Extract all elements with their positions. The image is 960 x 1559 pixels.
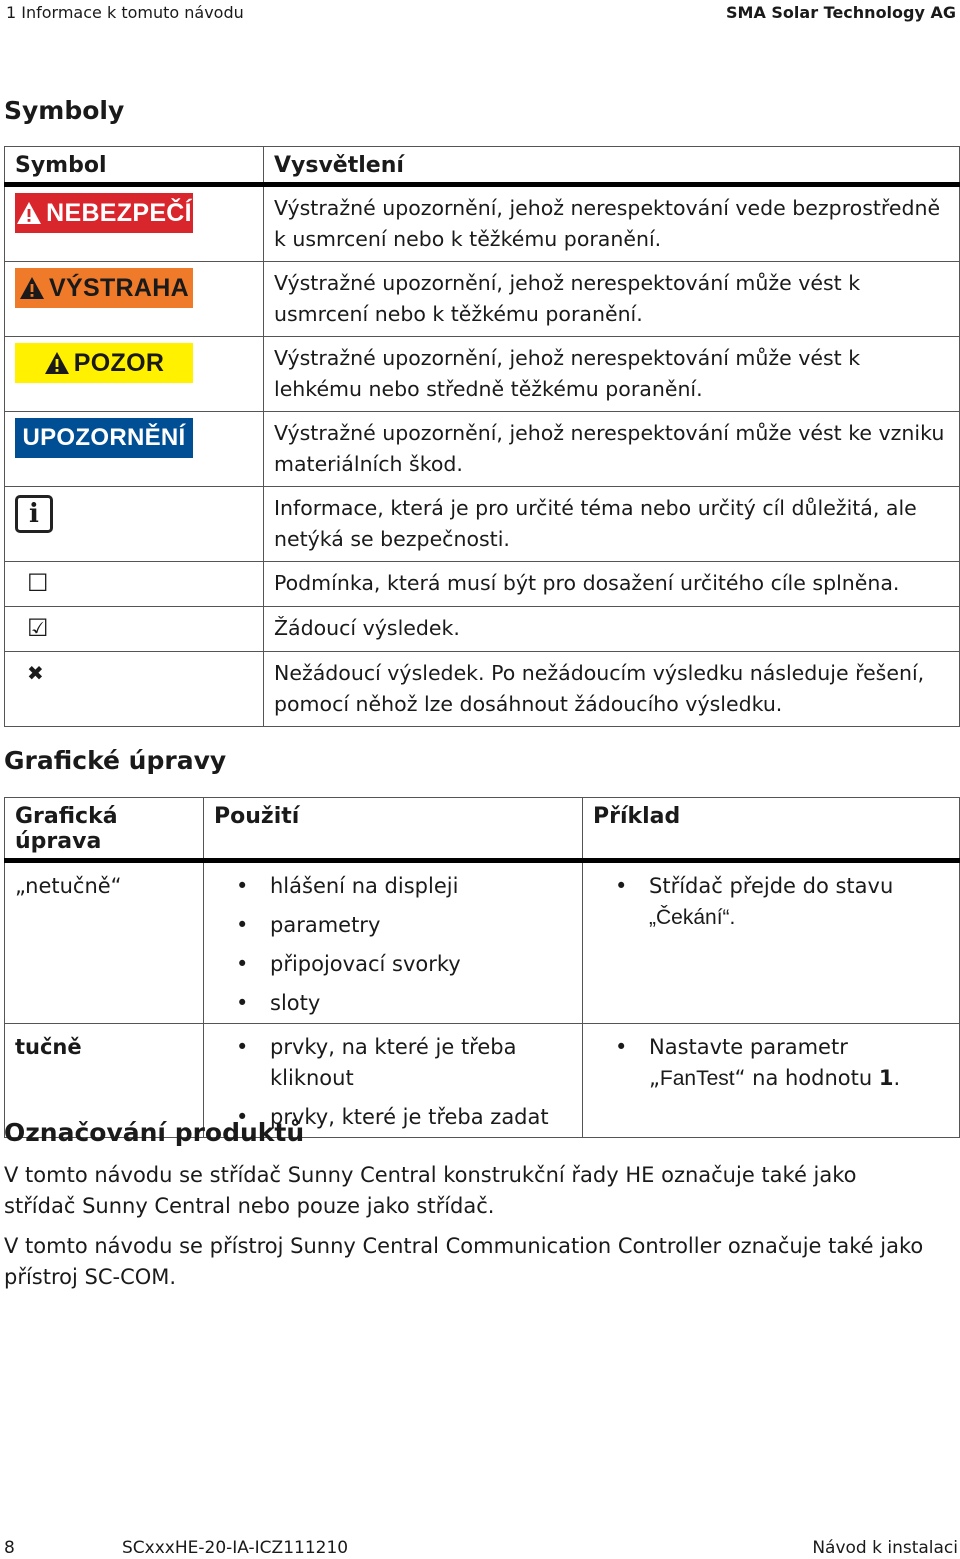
row-description: Nežádoucí výsledek. Po nežádoucím výsledku následuje řešení, pomocí něhož lze dosáhnout žádoucího výsledku.	[264, 652, 960, 727]
example-list	[593, 871, 949, 933]
table-row	[5, 562, 960, 607]
company-name: SMA Solar Technology AG	[726, 3, 956, 22]
list-item: • připojovací svorky	[214, 949, 572, 980]
section-title-formatting: Grafické úpravy	[4, 746, 227, 775]
list-item: • hlášení na displeji	[214, 871, 572, 902]
list-item: • parametry	[214, 910, 572, 941]
list-item: • prvky, na které je třeba kliknout	[214, 1032, 572, 1094]
table-row	[5, 412, 960, 487]
chapter-title: 1 Informace k tomuto návodu	[6, 3, 244, 22]
usage-list	[214, 871, 572, 1019]
info-icon: i	[15, 495, 53, 533]
table-row	[5, 337, 960, 412]
symbols-table	[4, 146, 960, 727]
warning-triangle-icon	[16, 201, 42, 225]
warning-badge: VÝSTRAHA	[15, 268, 193, 308]
caution-badge: POZOR	[15, 343, 193, 383]
style-name: „netučně“	[5, 861, 204, 1024]
table-row	[5, 487, 960, 562]
list-item: • Nastavte parametr „FanTest“ na hodnotu 1.	[593, 1032, 949, 1094]
display-text: „Čekání“.	[649, 906, 736, 929]
table-row	[5, 652, 960, 727]
list-item: • Střídač přejde do stavu „Čekání“.	[593, 871, 949, 933]
table-row	[5, 607, 960, 652]
page-header	[0, 0, 960, 26]
table-row	[5, 262, 960, 337]
section-title-product-naming: Označování produktů	[4, 1118, 305, 1147]
paragraph: V tomto návodu se přístroj Sunny Central Communication Controller označuje také jako přístroj SC-COM.	[4, 1234, 924, 1289]
table-header-row	[5, 147, 960, 185]
list-item: • prvky, které je třeba zadat	[214, 1102, 572, 1133]
list-item: • sloty	[214, 988, 572, 1019]
row-description: Podmínka, která musí být pro dosažení určitého cíle splněna.	[264, 562, 960, 607]
table-row	[5, 861, 960, 1024]
checked-box-icon: ☑	[27, 614, 49, 642]
cross-icon: ✖	[27, 661, 44, 685]
document-type: Návod k instalaci	[812, 1538, 958, 1558]
section-title-symbols: Symboly	[4, 96, 125, 125]
danger-badge: NEBEZPEČÍ	[15, 193, 193, 233]
table-header-row	[5, 798, 960, 861]
document-code: SCxxxHE-20-IA-ICZ111210	[122, 1538, 349, 1558]
row-description: Výstražné upozornění, jehož nerespektování může vést ke vzniku materiálních škod.	[264, 412, 960, 487]
table-row	[5, 185, 960, 262]
col-header-symbol: Symbol	[5, 147, 264, 185]
parameter-value: 1	[878, 1066, 894, 1090]
style-name: tučně	[5, 1024, 204, 1138]
row-description: Výstražné upozornění, jehož nerespektování může vést k lehkému nebo středně těžkému poranění.	[264, 337, 960, 412]
row-description: Výstražné upozornění, jehož nerespektování může vést k usmrcení nebo k těžkému poranění.	[264, 262, 960, 337]
col-header-formatting: Grafická úprava	[5, 798, 204, 861]
formatting-table	[4, 797, 960, 1138]
row-description: Informace, která je pro určité téma nebo určitý cíl důležitá, ale netýká se bezpečnosti.	[264, 487, 960, 562]
paragraph: V tomto návodu se střídač Sunny Central konstrukční řady HE označuje také jako střídač Sunny Central nebo pouze jako střídač.	[4, 1163, 857, 1218]
col-header-usage: Použití	[204, 798, 583, 861]
notice-badge: UPOZORNĚNÍ	[15, 418, 193, 458]
page-number: 8	[4, 1538, 15, 1558]
example-list	[593, 1032, 949, 1094]
parameter-name: FanTest	[659, 1067, 735, 1090]
warning-triangle-icon	[44, 351, 70, 375]
row-description: Žádoucí výsledek.	[264, 607, 960, 652]
col-header-example: Příklad	[583, 798, 960, 861]
col-header-explanation: Vysvětlení	[264, 147, 960, 185]
warning-triangle-icon	[19, 276, 45, 300]
row-description: Výstražné upozornění, jehož nerespektování vede bezprostředně k usmrcení nebo k těžkému poranění.	[264, 185, 960, 262]
checkbox-icon: ☐	[27, 569, 49, 597]
